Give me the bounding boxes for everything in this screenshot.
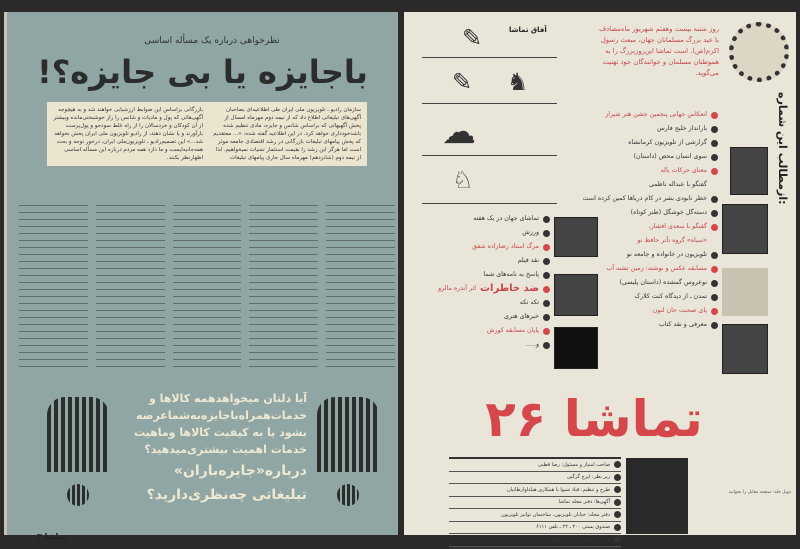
item-label: گفتگو با عبداله ناظمی [648, 181, 707, 188]
intro-col-right: سازمان رادیو ـ تلویزیون ملی ایران طی اطلاعیه‌ای بصاحبان آگهی‌های تبلیغاتی اطلاع داد که از نیمه دوم مهرماه امسال از پخش آگهیهائی که براساس شانس و جایزه، مادی تنظیم شده باشدخودداری خواهد کرد. در این اطلاعیه گفته شده: «... معتقدیم که پخش پیامهای تبلیغات بازرگانی در رشد اقتصادی جامعه موثر است اما هرگز این رشد را بقیمت استثمار تمنیات نمیخواهیم. لذا از نیمه دوم (شانزدهم) مهرماه سال جاری پیامهای تبلیغات [213, 107, 361, 161]
bullet-icon [543, 286, 550, 293]
bullet-icon [543, 342, 550, 349]
contents-item [576, 136, 718, 150]
bullet-icon [614, 536, 621, 543]
portrait-photo [730, 147, 768, 195]
article-title: باجایزه یا بی جایزه؟! [37, 53, 368, 91]
contents-item [576, 234, 718, 248]
item-label: خبرهای هنری [503, 313, 539, 320]
bullet-icon [614, 499, 621, 506]
item-label: مرگ استاد رضازاده شفق [471, 243, 539, 250]
contents-list-right [576, 108, 718, 332]
bullet-icon [614, 511, 621, 518]
article-subtitle: نظرخواهی درباره یک مسأله اساسی [144, 36, 280, 46]
bullet-icon [711, 168, 718, 175]
item-label: و..... [525, 341, 539, 348]
question-headline: تبلیغاتی چه‌نظری‌دارید؟ [146, 487, 307, 503]
emblem-logo [729, 22, 789, 82]
credit-text: دفتر مجله: خیابان تلویزیون، ساختمان توانیر تلویزیون [501, 511, 610, 518]
credit-line [449, 509, 621, 522]
portrait-photo [722, 324, 768, 374]
bullet-icon [711, 252, 718, 259]
cartoon-label: آفاق تماشا [509, 26, 547, 34]
item-label: پای صحبت جان لنون [652, 307, 707, 314]
item-label: ضد خاطرات [480, 283, 539, 294]
bullet-icon [711, 308, 718, 315]
cartoon-rider-icon: ♘ [452, 166, 474, 194]
contents-item [576, 108, 718, 122]
item-label: دسته‌گل خوشگل (طنز کوتاه) [630, 209, 707, 216]
credit-line [449, 459, 621, 472]
contents-item [414, 226, 550, 240]
illustration [554, 327, 598, 369]
bullet-icon [711, 140, 718, 147]
cover-illustration [626, 458, 688, 534]
contents-item [576, 192, 718, 206]
item-label: مسابقه عکس و نوشته: زمین تشنه آب [606, 265, 707, 272]
cartoon-panel [422, 106, 557, 156]
contents-item [414, 254, 550, 268]
question-mark-graphic [47, 397, 109, 522]
contents-item [576, 220, 718, 234]
bullet-icon [543, 244, 550, 251]
body-text-columns [19, 202, 395, 372]
item-label: پاسخ به نامه‌های شما [483, 271, 539, 278]
item-label: معنای حرکات باله [660, 167, 707, 174]
item-label: تکه تکه [519, 299, 539, 306]
bullet-icon [614, 474, 621, 481]
contents-heading: ازمطالب این شماره: [776, 92, 789, 205]
contents-item [576, 122, 718, 136]
question-mark-graphic [317, 397, 379, 522]
bullet-icon [711, 280, 718, 287]
contents-item [576, 248, 718, 262]
question-line: خدمات‌همراه‌باجایزه‌به‌شماعرضه [136, 409, 307, 422]
magazine-masthead: تماشا ۲۶ [485, 390, 703, 448]
item-label: تمدن ـ از دیدگاه کنت کلارک [634, 293, 707, 300]
bullet-icon [543, 272, 550, 279]
question-line: بشود یا به کیفیت کالاها وماهیت [133, 426, 307, 439]
contents-item [414, 338, 550, 352]
bullet-icon [543, 300, 550, 307]
bullet-icon [543, 216, 550, 223]
contents-item [414, 212, 550, 226]
intro-col-left: بازرگانی براساس این ضوابط ارزشیابی خواهند شد و به هیچوجه آگهی‌هائی که پول و ماديات و شانس را راز خوشبختی‌مانده وبیشتر از آن کودکان و خردسالان را از راه غلط سودجو و پول‌پرست بارآورند و یا نشان دهند، از رادیو تلویزیون ملی ایران پخش نخواهد شد...» این تصمیم‌رادیو ـ تلویزیون‌ملی ایران، درخور توجه و بحث همه‌جانبه‌ایست و ما دارد همه مردم درباره این مسأله اساسی اظهارنظر بکنند. [53, 107, 203, 161]
text-column [96, 202, 165, 372]
contents-item [414, 296, 550, 310]
question-line: آیا دلتان میخواهدهمه کالاها و [149, 392, 307, 405]
text-column [326, 202, 395, 372]
contents-item [576, 150, 718, 164]
intro-box [47, 102, 367, 166]
right-page [404, 12, 796, 543]
credit-text: صاحب امتیاز و مسئول: رضا قطبی [537, 461, 610, 468]
contents-item [576, 206, 718, 220]
contents-item [414, 282, 550, 296]
credit-line [449, 484, 621, 497]
bullet-icon [614, 461, 621, 468]
left-page [4, 12, 398, 541]
item-label: تماشای جهان در یک هفته [473, 215, 539, 222]
cartoon-panel [422, 158, 557, 204]
contents-item [576, 276, 718, 290]
item-label: «سیاه» گروه تآتر حافظ نو [637, 237, 707, 244]
item-label: پایان مسابقه کورش [486, 327, 539, 334]
contents-list-left [414, 212, 550, 352]
item-label: خطر نابودی بشر در کام دریاها کمین کرده است [582, 195, 707, 202]
contents-item [414, 310, 550, 324]
bullet-icon [711, 224, 718, 231]
cartoon-figure-icon: ✎ [452, 68, 473, 96]
bullet-icon [543, 314, 550, 321]
cartoon-figure-icon: ✎ [462, 24, 483, 52]
contents-item [576, 262, 718, 276]
item-label: معرفی و نقد کتاب [658, 321, 707, 328]
question-headline: درباره«جایزه‌باران» [173, 463, 307, 479]
contents-item [576, 178, 718, 192]
credit-text: چاپ زیبا تلفن ۴۰۱۵۳۷ ـ ۶۱۶۹۵۶ [542, 536, 610, 543]
survey-question [115, 390, 307, 506]
credit-line [449, 497, 621, 510]
item-label: گزارشی از تلویزیون کرمانشاه [628, 139, 707, 146]
item-label: نوعروس گمشده (داستان پلیسی) [619, 279, 707, 286]
contents-item [576, 304, 718, 318]
credit-text: زیر نظر: ایرج گرگین [567, 474, 610, 481]
contents-item [576, 164, 718, 178]
bullet-icon [711, 154, 718, 161]
page-number: تماشا ۳ [37, 532, 67, 541]
contents-item [414, 324, 550, 338]
cover-note: دوبل جلد: صفحه مقابل را بخوانید [728, 490, 791, 495]
item-author: اثر آندره مالرو [438, 285, 476, 292]
item-label: ورزش [522, 229, 539, 236]
text-column [19, 202, 88, 372]
bullet-icon [711, 294, 718, 301]
credit-text: طرح و تنظیم: قباد شیوا با همکاری هیلدا‌وارطانیان [506, 486, 610, 493]
credits-list [449, 457, 621, 549]
item-label: سوی انسان محض (داستان) [633, 153, 707, 160]
bullet-icon [711, 210, 718, 217]
bullet-icon [711, 322, 718, 329]
text-column [173, 202, 242, 372]
item-label: نقد فیلم [517, 257, 539, 264]
cartoon-panel [422, 14, 557, 58]
bullet-icon [711, 266, 718, 273]
item-label: تلویزیون در خانواده و جامعه نو [626, 251, 707, 258]
contents-item [414, 240, 550, 254]
cartoon-bull-icon: ♞ [507, 68, 529, 96]
question-line: خدمات اهمیت بیشتری‌میدهید؟ [144, 443, 307, 456]
contents-item [414, 268, 550, 282]
bullet-icon [543, 258, 550, 265]
item-label: بارانداز خلیج فارس [657, 125, 707, 132]
item-label: انعکاس جهانی پنجمین جشن هنر شیراز [605, 111, 707, 118]
text-column [249, 202, 318, 372]
item-label: گفتگو با سعدی افشار، [648, 223, 707, 230]
cartoon-panel [422, 60, 557, 104]
bullet-icon [614, 486, 621, 493]
contents-item [576, 318, 718, 332]
credit-line [449, 522, 621, 535]
bullet-icon [614, 524, 621, 531]
bullet-icon [711, 112, 718, 119]
bullet-icon [543, 328, 550, 335]
portrait-photo [722, 204, 768, 254]
bullet-icon [711, 126, 718, 133]
credit-text: آگهی‌ها: دفتر مجله تماشا [558, 499, 610, 506]
bullet-icon [711, 196, 718, 203]
contents-item [576, 290, 718, 304]
cracked-earth-photo [722, 268, 768, 316]
greeting-text: روز شنبه بیست وهفتم شهریور ماه‌مصادف با عید بزرگ مسلمانان جهان، مبعث رسول اکرم(ص). است تماشا این‌روزبزرگ را به هموطنان مسلمان و خوانندگان خود تهنیت می‌گوید. [599, 25, 719, 77]
cartoon-cloud-icon: ☁ [442, 112, 476, 152]
credit-text: صندوق پستی ۲۰۰ ـ ۲۲ ـ تلفن ۶۱۱۱ [536, 524, 610, 531]
bullet-icon [543, 230, 550, 237]
credit-line [449, 472, 621, 485]
